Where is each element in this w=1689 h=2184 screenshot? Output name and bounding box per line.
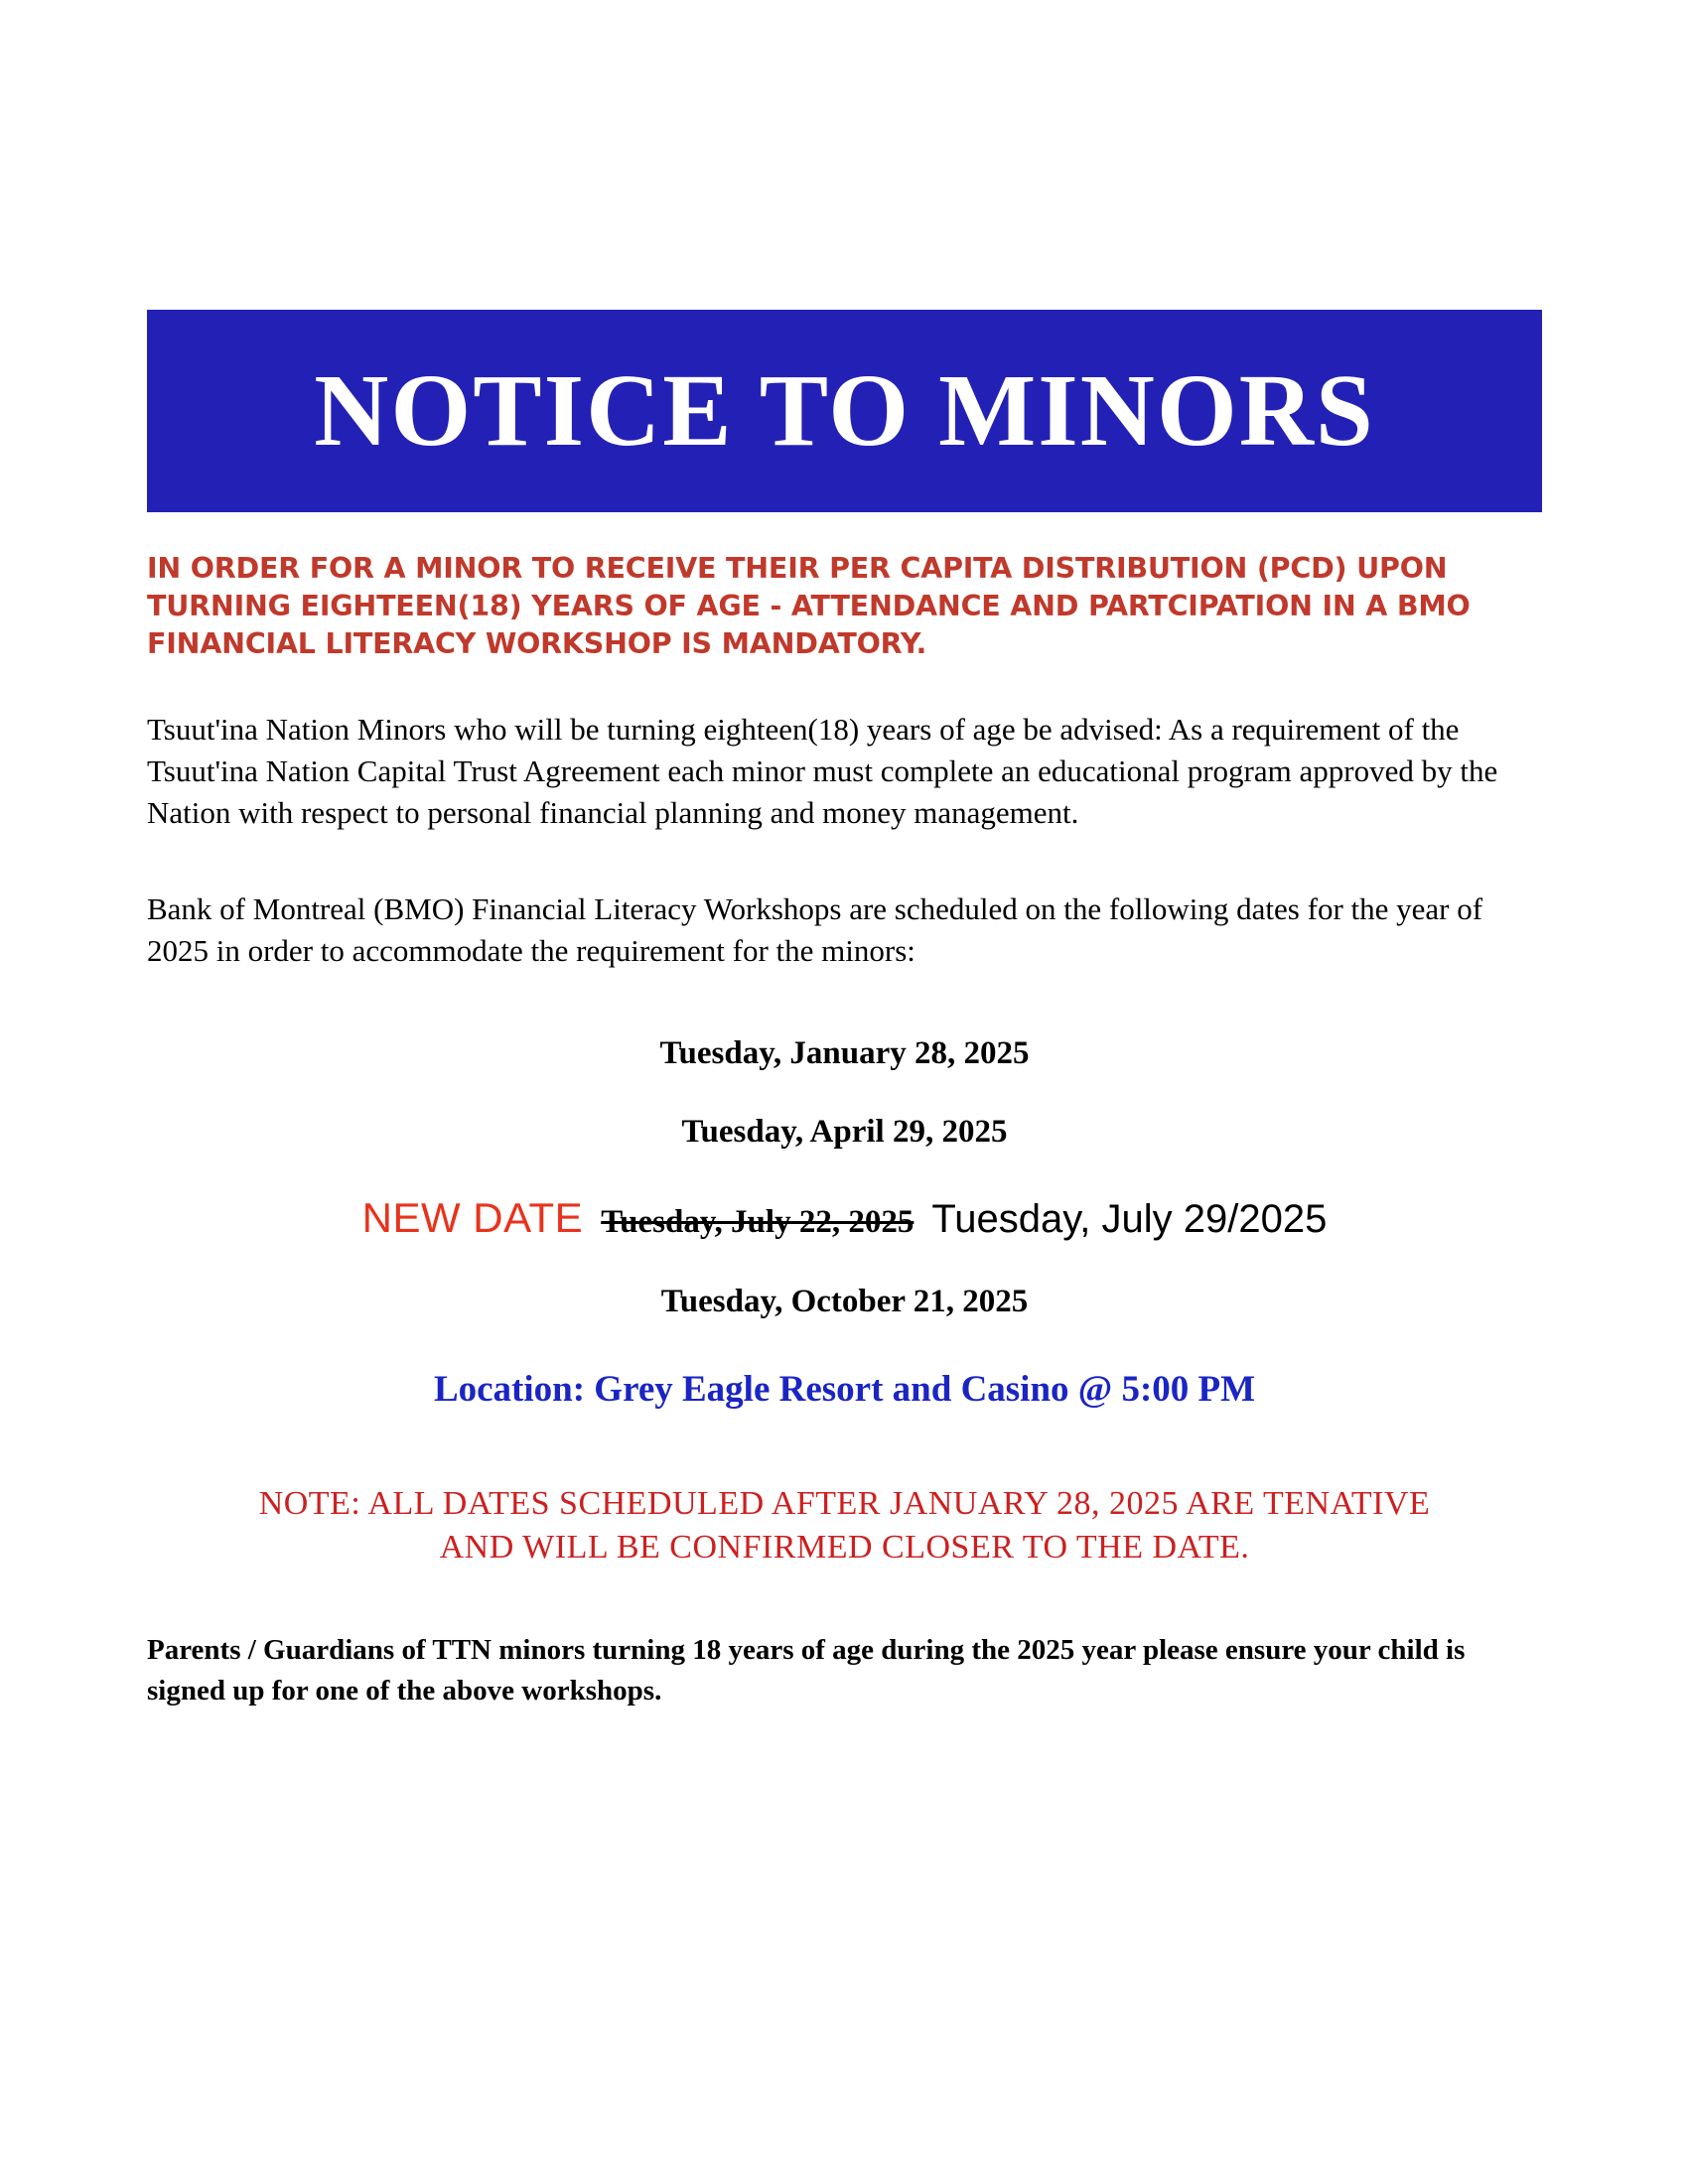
tentative-dates-note-line-1: NOTE: ALL DATES SCHEDULED AFTER JANUARY 28, 2025 ARE TENATIVE: [258, 1485, 1431, 1523]
tentative-dates-note-line-2: AND WILL BE CONFIRMED CLOSER TO THE DATE.: [439, 1528, 1250, 1566]
workshop-date-october: Tuesday, October 21, 2025: [660, 1284, 1029, 1320]
new-date-label: NEW DATE: [361, 1194, 584, 1242]
workshop-date-july-struck: Tuesday, July 22, 2025: [601, 1204, 915, 1241]
paragraph-schedule-intro: Bank of Montreal (BMO) Financial Literacy Workshops are scheduled on the following dates for the year of 2025 in order to accommodate the requirement for the minors:: [147, 891, 1483, 969]
paragraph-requirement: Tsuut'ina Nation Minors who will be turning eighteen(18) years of age be advised: As a requirement of the Tsuut'ina Nation Capital Trust Agreement each minor must complete an educational program approved by the Nation with respect to personal financial planning and money management.: [147, 711, 1498, 830]
title-banner: [147, 310, 1542, 512]
location-line: Location: Grey Eagle Resort and Casino @ 5:00 PM: [433, 1369, 1256, 1411]
workshop-date-april: Tuesday, April 29, 2025: [681, 1114, 1008, 1151]
notice-content: [147, 0, 1542, 1711]
parents-guardians-notice: Parents / Guardians of TTN minors turning 18 years of age during the 2025 year please ensure your child is signed up for one of the above workshops.: [147, 1634, 1466, 1707]
workshop-date-july-updated: Tuesday, July 29/2025: [931, 1197, 1328, 1242]
workshop-date-january: Tuesday, January 28, 2025: [659, 1035, 1030, 1072]
page-title: NOTICE TO MINORS: [314, 353, 1375, 468]
mandatory-headline: IN ORDER FOR A MINOR TO RECEIVE THEIR PER CAPITA DISTRIBUTION (PCD) UPON TURNING EIGHTEEN(18) YEARS OF AGE - ATTENDANCE AND PARTCIPATION IN A BMO FINANCIAL LITERACY WORKSHOP IS MANDATORY.: [147, 552, 1471, 660]
workshop-date-july-row: [147, 1194, 1542, 1242]
tentative-dates-note: [147, 1482, 1542, 1569]
